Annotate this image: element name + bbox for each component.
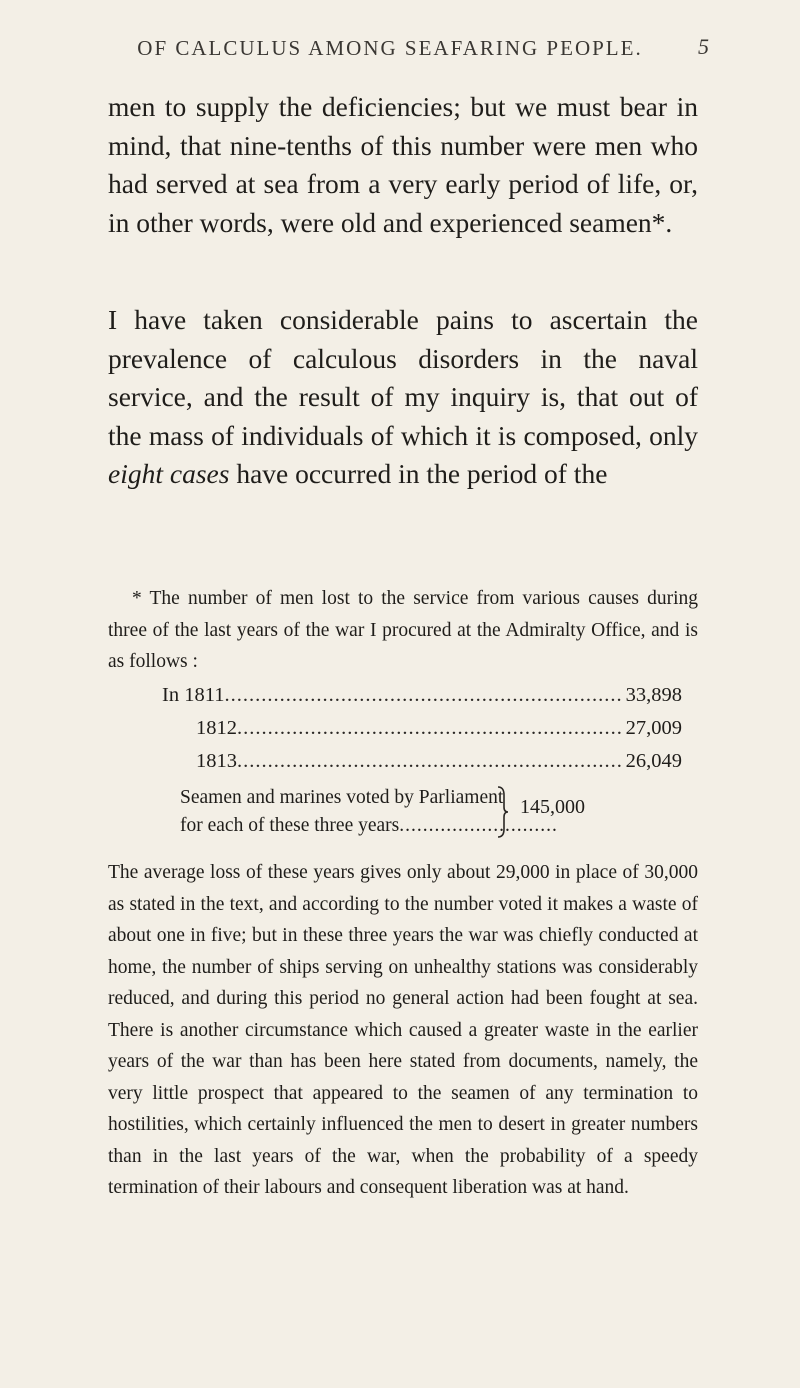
seamen-line-2: for each of these three years xyxy=(180,815,400,836)
leader-dots xyxy=(224,684,621,707)
seamen-total: 145,000 xyxy=(520,796,585,818)
table-row xyxy=(162,684,682,717)
table-row-value: 26,049 xyxy=(625,750,682,772)
leader-dots xyxy=(237,750,622,773)
right-brace-icon xyxy=(496,785,510,839)
table-row-label: In 1811 xyxy=(162,684,225,706)
table-row-label: 1813 xyxy=(196,750,237,772)
paragraph-2-emphasis: eight cases xyxy=(108,458,230,490)
page-number: 5 xyxy=(698,34,709,59)
table-row xyxy=(162,750,682,783)
seamen-voted-entry xyxy=(180,784,720,840)
seamen-line-1: Seamen and marines voted by Parliament xyxy=(180,787,504,808)
loss-table xyxy=(162,684,682,783)
footnote-intro xyxy=(108,583,698,678)
leader-dots xyxy=(237,717,622,740)
table-row-value: 33,898 xyxy=(625,684,682,706)
table-row-label: 1812 xyxy=(196,717,237,739)
footnote-text: The average loss of these years gives only about 29,000 in place of 30,000 as stated in the text, and according to the number voted it makes a waste of about one in five; but in these three years the war was chiefly conducted at home, the number of ships serving on unhealthy stations was considerably reduced, and during this period no general action had been fought at sea. There is another circumstance which caused a greater waste in the earlier years of the war than has been here stated from documents, namely, the very little prospect that appeared to the seamen of any termination to hostilities, which certainly influenced the men to desert in greater numbers than in the last years of the war, when the probability of a speedy termination of their labours and consequent liberation was at hand. xyxy=(108,862,698,1198)
table-row xyxy=(162,717,682,750)
footnote-intro-text: * The number of men lost to the service from various causes during three of the last years of the war I procured at the Admiralty Office, and is as follows : xyxy=(108,588,698,672)
body-paragraph-2 xyxy=(108,301,698,494)
running-head: OF CALCULUS AMONG SEAFARING PEOPLE. xyxy=(137,36,643,60)
paragraph-2-text-before: I have taken considerable pains to ascertain the prevalence of calculous disorders in the naval service, and the result of my inquiry is, that out of the mass of individuals of which it is composed, only xyxy=(108,304,698,451)
body-paragraph-1: men to supply the deficiencies; but we must bear in mind, that nine-tenths of this number were men who had served at sea from a very early period of life, or, in other words, were old and experienced seamen*. xyxy=(108,91,698,238)
table-row-value: 27,009 xyxy=(625,717,682,739)
paragraph-2-text-after: have occurred in the period of the xyxy=(229,458,608,490)
